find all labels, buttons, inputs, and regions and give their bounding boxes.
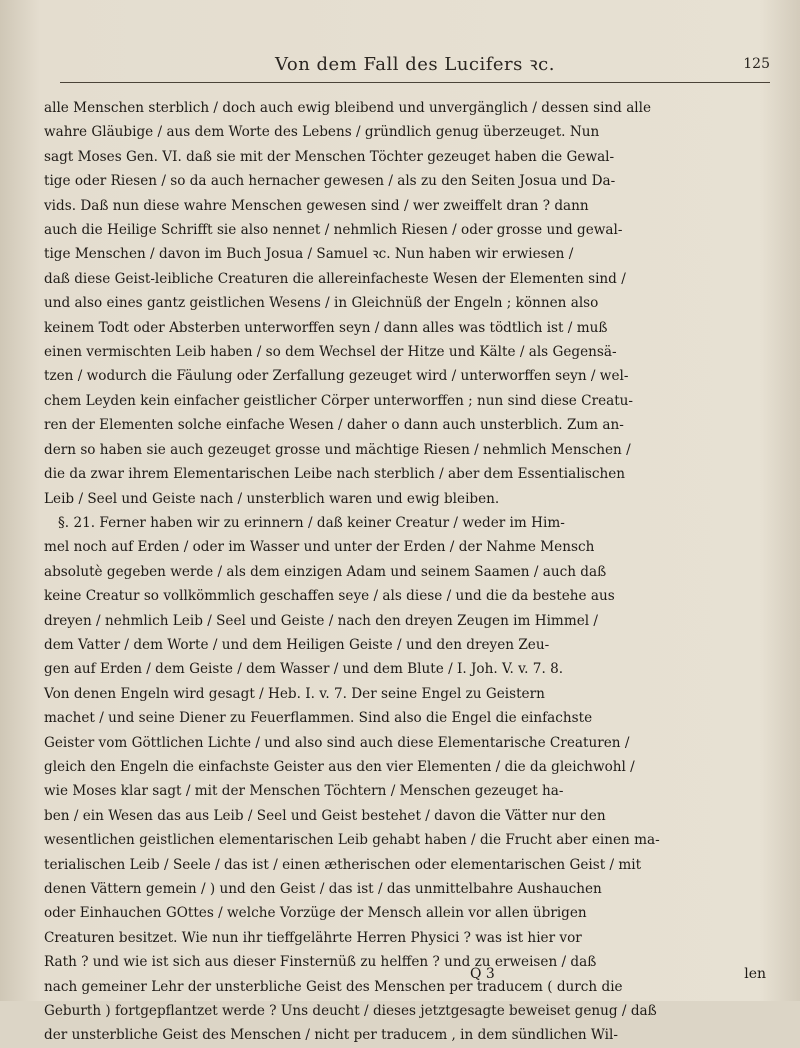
text-line: Creaturen besitzet. Wie nun ihr tieffgelährte Herren Physici ? was ist hier vor <box>44 929 582 946</box>
text-line: keinem Todt oder Absterben unterworffen seyn / dann alles was tödtlich ist / muß <box>44 319 608 336</box>
text-line: tige oder Riesen / so da auch hernacher gewesen / als zu den Seiten Josua und Da- <box>44 173 616 190</box>
text-line: dern so haben sie auch gezeuget grosse und mächtige Riesen / nehmlich Menschen / <box>44 441 631 458</box>
text-line: mel noch auf Erden / oder im Wasser und unter der Erden / der Nahme Mensch <box>44 539 595 556</box>
text-line: §. 21. Ferner haben wir zu erinnern / daß keiner Creatur / weder im Him- <box>58 514 565 531</box>
signature-mark: Q 3 <box>470 966 495 982</box>
text-line: alle Menschen sterblich / doch auch ewig bleibend und unvergänglich / dessen sind alle <box>44 100 652 116</box>
text-line: chem Leyden kein einfacher geistlicher Cörper unterworffen ; nun sind diese Creatu- <box>44 392 634 409</box>
text-line: oder Einhauchen GOttes / welche Vorzüge der Mensch allein vor allen übrigen <box>44 905 587 922</box>
text-line: daß diese Geist-leibliche Creaturen die allereinfacheste Wesen der Elementen sind / <box>44 270 626 287</box>
running-head: Von dem Fall des Lucifers ꝛc. <box>275 54 555 75</box>
text-line: vids. Daß nun diese wahre Menschen gewesen sind / wer zweiffelt dran ? dann <box>44 197 589 214</box>
text-line: keine Creatur so vollkömmlich geschaffen seye / als diese / und die da bestehe aus <box>44 588 615 605</box>
text-line: wie Moses klar sagt / mit der Menschen Töchtern / Menschen gezeuget ha- <box>44 783 564 800</box>
text-line: tige Menschen / davon im Buch Josua / Samuel ꝛc. Nun haben wir erwiesen / <box>44 246 574 263</box>
text-line: der unsterbliche Geist des Menschen / nicht per traducem , in dem sündlichen Wil- <box>44 1027 618 1044</box>
text-line: Rath ? und wie ist sich aus dieser Finsternüß zu helffen ? und zu erweisen / daß <box>44 954 597 971</box>
text-line: terialischen Leib / Seele / das ist / einen ætherischen oder elementarischen Geist / mit <box>44 856 642 873</box>
text-line: gleich den Engeln die einfachste Geister aus den vier Elementen / die da gleichwohl / <box>44 758 635 775</box>
text-line: denen Vättern gemein / ) und den Geist / das ist / das unmittelbahre Aushauchen <box>44 881 602 897</box>
text-line: Von denen Engeln wird gesagt / Heb. I. v. 7. Der seine Engel zu Geistern <box>44 685 545 702</box>
text-line: Geister vom Göttlichen Lichte / und also sind auch diese Elementarische Creaturen / <box>44 734 630 751</box>
text-line: gen auf Erden / dem Geiste / dem Wasser / und dem Blute / I. Joh. V. v. 7. 8. <box>44 661 564 678</box>
text-line: wahre Gläubige / aus dem Worte des Lebens / gründlich genug überzeuget. Nun <box>44 124 600 141</box>
body-text <box>44 96 764 1048</box>
text-line: auch die Heilige Schrifft sie also nennet / nehmlich Riesen / oder grosse und gewal- <box>44 222 623 239</box>
text-line: Geburth ) fortgepflantzet werde ? Uns deucht / dieses jetztgesagte beweiset genug / daß <box>44 1003 657 1020</box>
text-line: machet / und seine Diener zu Feuerflammen. Sind also die Engel die einfachste <box>44 710 593 727</box>
text-line: absolutè gegeben werde / als dem einzigen Adam und seinem Saamen / auch daß <box>44 563 607 580</box>
text-line: wesentlichen geistlichen elementarischen Leib gehabt haben / die Frucht aber einen ma- <box>44 832 660 849</box>
text-line: dem Vatter / dem Worte / und dem Heiligen Geiste / und den dreyen Zeu- <box>44 636 550 653</box>
text-line: die da zwar ihrem Elementarischen Leibe nach sterblich / aber dem Essentialischen <box>44 466 626 483</box>
text-line: Leib / Seel und Geiste nach / unsterblich waren und ewig bleiben. <box>44 490 500 507</box>
text-line: dreyen / nehmlich Leib / Seel und Geiste / nach den dreyen Zeugen im Himmel / <box>44 612 598 629</box>
text-line: ben / ein Wesen das aus Leib / Seel und Geist bestehet / davon die Vätter nur den <box>44 807 606 824</box>
text-line: ren der Elementen solche einfache Wesen / daher o dann auch unsterblich. Zum an- <box>44 417 624 434</box>
text-line: und also eines gantz geistlichen Wesens / in Gleichnüß der Engeln ; können also <box>44 295 599 312</box>
page-header <box>60 52 770 86</box>
text-line: einen vermischten Leib haben / so dem Wechsel der Hitze und Kälte / als Gegensä- <box>44 344 617 361</box>
header-rule <box>60 82 770 83</box>
text-line: nach gemeiner Lehr der unsterbliche Geist des Menschen per traducem ( durch die <box>44 978 623 995</box>
catchword: len <box>744 966 766 982</box>
text-line: sagt Moses Gen. VI. daß sie mit der Menschen Töchter gezeuget haben die Gewal- <box>44 148 615 165</box>
page-number: 125 <box>743 56 770 72</box>
text-line: tzen / wodurch die Fäulung oder Zerfallung gezeuget wird / unterworffen seyn / wel- <box>44 368 629 385</box>
